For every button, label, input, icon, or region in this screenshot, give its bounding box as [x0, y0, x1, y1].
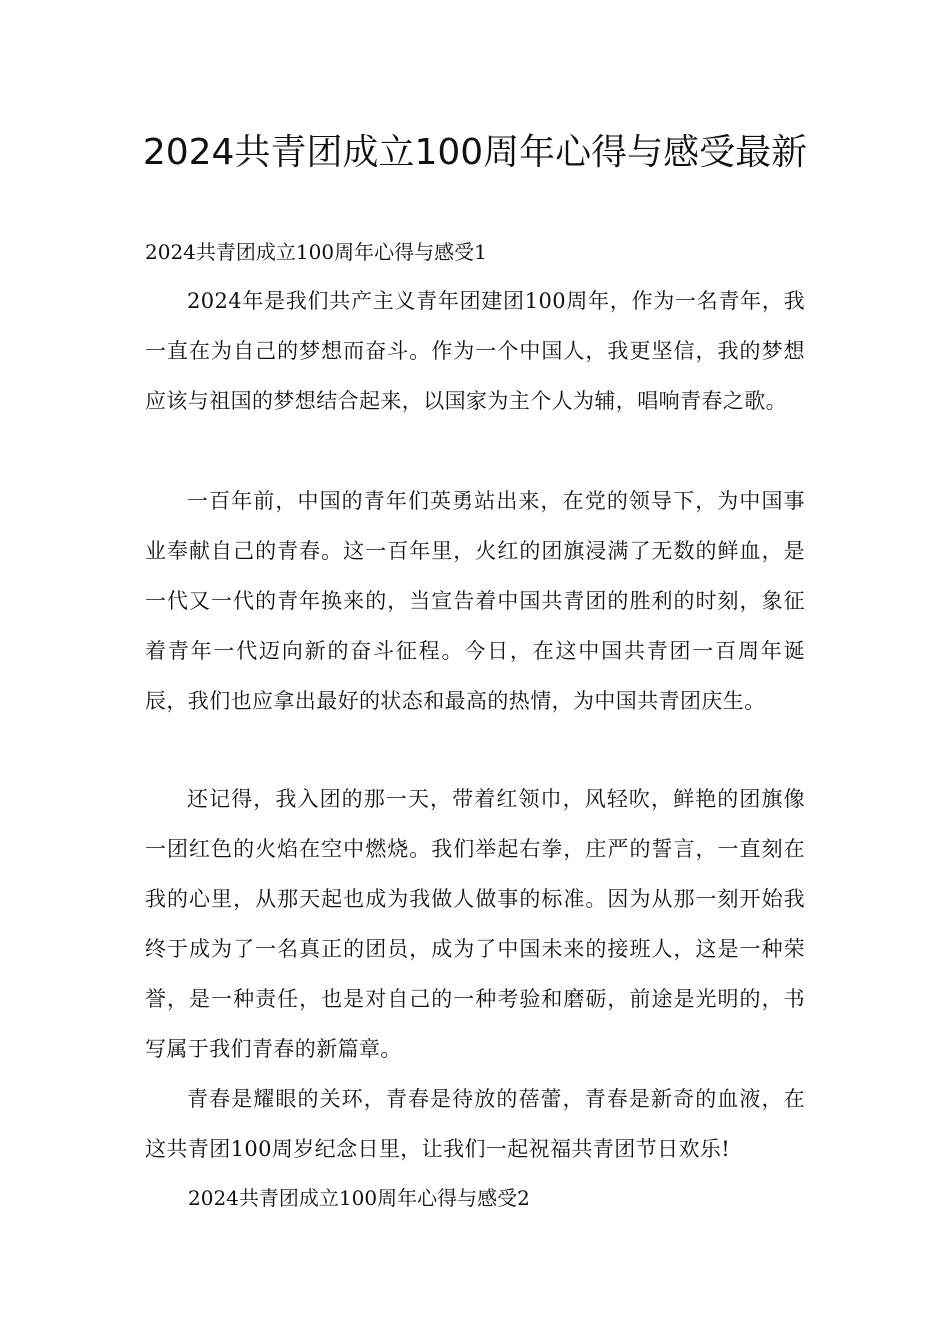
- paragraph-3: 还记得，我入团的那一天，带着红领巾，风轻吹，鲜艳的团旗像一团红色的火焰在空中燃烧。我们举起右拳，庄严的誓言，一直刻在我的心里，从那天起也成为我做人做事的标准。因为从那一刻开始我终于成为了一名真正的团员，成为了中国未来的接班人，这是一种荣誉，是一种责任，也是对自己的一种考验和磨砺，前途是光明的，书写属于我们青春的新篇章。: [145, 787, 805, 1061]
- document-title: 2024共青团成立100周年心得与感受最新: [142, 132, 808, 173]
- section-heading-2: 2024共青团成立100周年心得与感受2: [188, 1186, 530, 1210]
- paragraph-1: 2024年是我们共产主义青年团建团100周年，作为一名青年，我一直在为自己的梦想而奋斗。作为一个中国人，我更坚信，我的梦想应该与祖国的梦想结合起来，以国家为主个人为辅，唱响青春之歌。: [145, 289, 805, 413]
- paragraph-4: 青春是耀眼的关环，青春是待放的蓓蕾，青春是新奇的血液，在这共青团100周岁纪念日里，让我们一起祝福共青团节日欢乐!: [145, 1087, 805, 1161]
- section-heading-1: 2024共青团成立100周年心得与感受1: [145, 240, 487, 264]
- paragraph-2: 一百年前，中国的青年们英勇站出来，在党的领导下，为中国事业奉献自己的青春。这一百年里，火红的团旗浸满了无数的鲜血，是一代又一代的青年换来的，当宣告着中国共青团的胜利的时刻，象征着青年一代迈向新的奋斗征程。今日，在这中国共青团一百周年诞辰，我们也应拿出最好的状态和最高的热情，为中国共青团庆生。: [145, 489, 805, 713]
